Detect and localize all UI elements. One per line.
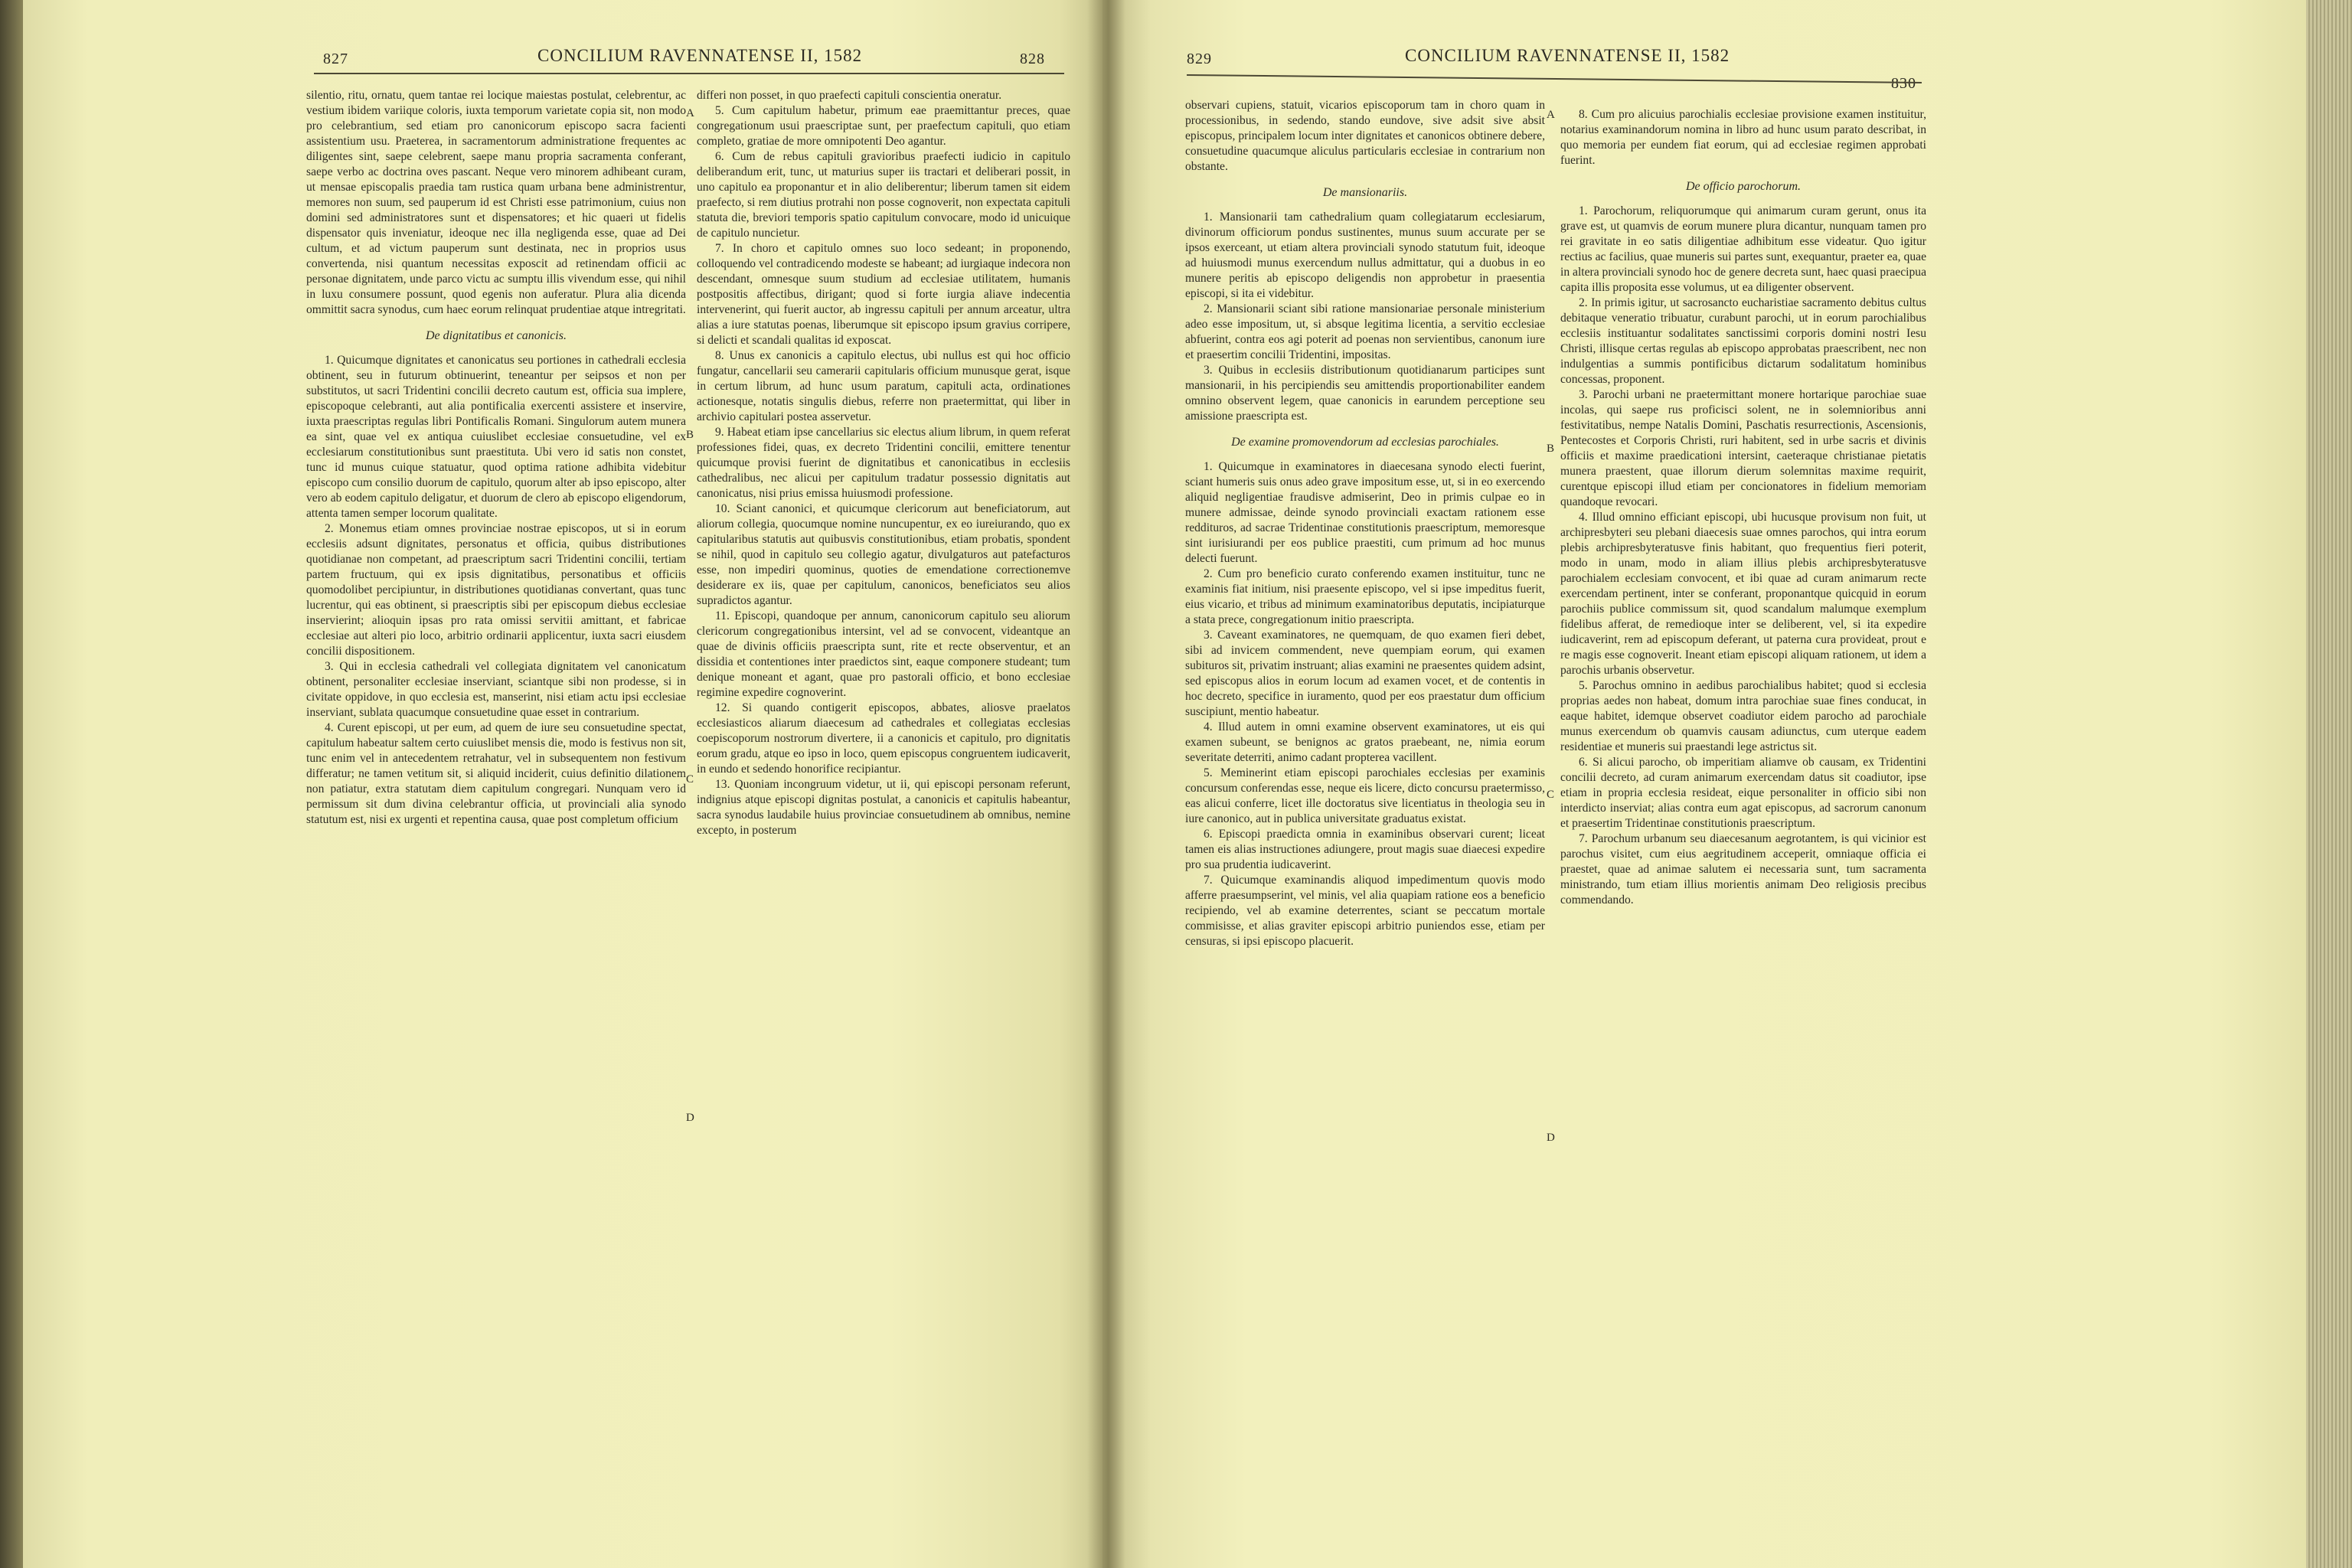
header-title: CONCILIUM RAVENNATENSE II, 1582 (1405, 46, 1730, 65)
paragraph: 5. Meminerint etiam episcopi parochiales ecclesias per examinis concursum conferendas esse, neque eis licere, dicto concursu praetermisso, eas alicui conferre, licet ille doctoratus sive licentiatus in theologia seu in iure canonico, aut in publica universitate graduatus existat. (1185, 766, 1545, 825)
paragraph: 3. Parochi urbani ne praetermittant monere hortarique parochiae suae incolas, qui saepe rus proficisci solent, ne in solemnioribus anni festivitatibus, nempe Natalis Domini, Paschatis resurrectionis, Ascensionis, Pentecostes et Corporis Christi, ruri habitent, sed in urbe sacris et divinis officiis et maxime praedicationi intersint, caeteraque christianae pietatis munera praestent, quae illorum dierum solemnitas maxime requirit, curentque episcopi illud etiam per concionatores in fidelium memoriam quandoque revocari. (1560, 388, 1926, 508)
margin-letter-b: B (686, 429, 694, 441)
paragraph: differi non posset, in quo praefecti capituli conscientia oneratur. (697, 89, 1002, 102)
paragraph: observari cupiens, statuit, vicarios episcoporum tam in choro quam in processionibus, in sedendo, stando eundove, sive adsit sive absit episcopus, principalem locum inter dignitates et canonicos obtinere debere, consuetudine quacumque aliculus particularis ecclesiae in contrarium non obstante. (1185, 99, 1545, 173)
header-title: CONCILIUM RAVENNATENSE II, 1582 (537, 46, 863, 65)
paragraph: 8. Cum pro alicuius parochialis ecclesiae provisione examen instituitur, notarius examinandorum nomina in libro ad hunc usum parato describat, in quo memoria per eundem fiat eorum, qui ad ecclesiae regimen approbati fuerint. (1560, 108, 1926, 167)
header-rule (1187, 74, 1922, 83)
paragraph: 7. In choro et capitulo omnes suo loco sedeant; in proponendo, colloquendo vel contradicendo modeste se habeant; ad iurgiaque indecora non descendant, omnesque suum studium ad ecclesiae utilitatem, humanis postpositis affectibus, dirigant; quod si forte iurgia aliave indecentia intervenerint, qui fuerit auctor, ab ingressu capituli per annum arceatur, ultra alias a iure statutas poenas, liberumque sit episcopo ipsum gravius corripere, si delicti et scandali qualitas id exposcat. (697, 242, 1070, 347)
paragraph: 2. In primis igitur, ut sacrosancto eucharistiae sacramento debitus cultus debitaque veneratio tribuatur, curabunt parochi, ut in eorum parochialibus ecclesiis instituantur sodalitates sanctissimi corporis domini nostri Iesu Christi, illisque certas regulas ab episcopo approbatas praescribent, nec non indulgentias a summis pontificibus dictarum sodalitatum hominibus concessas, proponent. (1560, 296, 1926, 386)
margin-letter-d: D (686, 1112, 694, 1124)
margin-letter-d: D (1547, 1132, 1555, 1144)
page-number-830: 830 (1891, 75, 1916, 92)
paragraph: 2. Cum pro beneficio curato conferendo examen instituitur, tunc ne examinis fiat initium, nisi praesente episcopo, vel si ipse impeditus fuerit, eius vicario, et tribus ad minimum examinatoribus deputatis, incipiaturque a stata prece, congregationum initio praescripta. (1185, 567, 1545, 626)
paragraph: silentio, ritu, ornatu, quem tantae rei locique maiestas postulat, celebrentur, ac vestium ibidem variique coloris, iuxta temporum varietate copia sit, non modo pro celebrantium, sed etiam pro canonicorum episcopo sacra facienti assistentium usu. Praeterea, in sacramentorum administratione frequentes ac diligentes sint, saepe celebrent, saepe manu propria sacramenta conferant, saepe verbo ac doctrina oves pascant. Neque vero minorem adhibeant curam, ut mensae episcopalis praedia tam rustica quam urbana bene administrentur, memores non suum, sed pauperum id est Christi esse patrimonium, cuius non domini sed administratores sunt et dispensatores; et hic quaeri ut fidelis dispensator quis inveniatur, ideoque nec illa negligenda esse, quae ad Dei cultum, et ad victum pauperum sunt destinata, nec in proprios usus convertenda, nisi quantum necessitas exposcit ad retinendam officii ac personae dignitatem, unde parco victu ac sumptu illis vivendum esse, qui nihil in luxu consumere possunt, quod egenis non auferatur. Plura alia dicenda ommittit sacra synodus, cum haec eorum relinquat prudentiae atque intregritati. (306, 89, 686, 316)
section-heading: De officio parochorum. (1685, 180, 1802, 193)
book-gutter (1087, 0, 1125, 1568)
book-edge-left (0, 0, 23, 1568)
section-heading: De examine promovendorum ad ecclesias parochiales. (1231, 436, 1499, 449)
margin-letter-c: C (1547, 789, 1555, 801)
paragraph: 6. Cum de rebus capituli gravioribus praefecti iudicio in capitulo deliberandum erit, tunc, ut maturius super iis tractari et deliberari possit, in uno capitulo ea proponantur et in alio deliberentur; liberum tamen sit eidem praefecto, si rem diutius protrahi non posse cognoverit, non expectata capituli statuta die, breviori temporis spatio capitulum convocare, modo id unicuique de capitulo nuncietur. (697, 150, 1070, 240)
paragraph: 1. Quicumque dignitates et canonicatus seu portiones in cathedrali ecclesia obtinent, seu in futurum obtinuerint, teneantur per seipsos et non per substitutos, ut sacri Tridentini concilii decreto cautum est, officia sua implere, episcopoque celebranti, aut alia pontificalia exercenti assistere et inservire, iuxta praescriptas regulas libri Pontificalis Romani. Singulorum autem munera ea sint, quae vel ex antiqua cuiuslibet ecclesiae consuetudine, vel ex ecclesiarum constitutionibus sunt praestituta. Ubi vero id satis non constet, tunc id munus cuique statuatur, quod optima ratione adhibita videbitur episcopo cum consilio duorum de capitulo, quorum alter ab ipso episcopo, alter vero ab eodem capitulo deligatur, et duorum de clero ab episcopo eligendorum, attenta tamen semper locorum qualitate. (306, 354, 686, 520)
paragraph: 10. Sciant canonici, et quicumque clericorum aut beneficiatorum, aut aliorum collegia, quocumque nomine nuncupentur, ex eo iureiurando, quo ex capitularibus statutis aut quibusvis constitutionibus, etiam probatis, spondent se nihil, quod in capitulo seu collegio agatur, divulgaturos aut patefacturos esse, non impediri quominus, quoties de emendatione correctionemve desiderare ex iis, quae per capitulum, canonicos, beneficiatos seu alios supradictos agantur. (697, 502, 1070, 607)
paragraph: 13. Quoniam incongruum videtur, ut ii, qui episcopi personam referunt, indignius atque episcopi dignitas postulat, a canonicis et capitulis habeantur, sacra synodus laudabile huius provinciae consuetudinem ab omnibus, nemine excepto, in posterum (697, 778, 1070, 837)
paragraph: 2. Monemus etiam omnes provinciae nostrae episcopos, ut si in eorum ecclesiis adsunt dignitates, personatus et officia, quibus distributiones quotidianae non competant, ad praescriptum sacri Tridentini concilii, tertiam partem fructuum, qui ex ipsis dignitatibus, personatibus et officiis quomodolibet percipiuntur, in distributiones quotidianas convertant, quas tunc lucrentur, qui eas obtinent, si praescriptis sibi per episcopum diebus ecclesiae inservierint; alioquin ipsas pro rata omissi servitii amittant, et fabricae ecclesiae aut alteri pio loco, arbitrio ordinarii applicentur, iuxta sacri eiusdem concilii dispositionem. (306, 522, 686, 658)
left-page-column-2 (697, 88, 1070, 838)
margin-letter-a: A (1547, 109, 1555, 121)
paragraph: 7. Quicumque examinandis aliquod impedimentum quovis modo afferre praesumpserint, vel minis, vel alia quapiam ratione eos a beneficio recipiendo, vel ab examine deterrentes, sciant se peccatum mortale commisisse, et alias graviter episcopi arbitrio puniendos esse, etiam per censuras, si ipsi episcopo placuerit. (1185, 874, 1545, 948)
paragraph: 5. Parochus omnino in aedibus parochialibus habitet; quod si ecclesia proprias aedes non habeat, domum intra parochiae suae fines conducat, in eaque habitet, idemque observet coadiutor eidem parocho ad parochiale munus exercendum ob quamvis causam adiunctus, cum uterque eadem residentiae et muneris sui praestandi lege astrictus sit. (1560, 679, 1926, 753)
paragraph: 12. Si quando contigerit episcopos, abbates, aliosve praelatos ecclesiasticos aliarum diaecesum ad cathedrales et collegiatas ecclesias coepiscoporum nostrorum divertere, ii a canonicis et capitulo, pro dignitatis eorum gradu, atque eo ipso in loco, quem episcopus congruentem iudicaverit, in eundo et sedendo honorifice recipiantur. (697, 701, 1070, 776)
page-number-828: 828 (1020, 51, 1045, 67)
left-page-column-1 (306, 88, 686, 828)
right-page-column-2 (1560, 107, 1926, 908)
paragraph: 6. Si alicui parocho, ob imperitiam aliamve ob causam, ex Tridentini concilii decreto, ad curam animarum exercendam datus sit coadiutor, ipse etiam in propria ecclesia resideat, eique personaliter in officio sibi non interdicto inserviat; alias contra eum agat episcopus, ad sacrorum canonum et praesertim Tridentinae constitutionis praescriptum. (1560, 756, 1926, 830)
paragraph: 8. Unus ex canonicis a capitulo electus, ubi nullus est qui hoc officio fungatur, cancellarii seu camerarii capitularis officium munusque gerat, isque in certum librum, ad hunc usum paratum, capituli acta, ordinationes actionesque, notatis singulis diebus, referre non praetermittat, qui liber in archivio capitulari postea asservetur. (697, 349, 1070, 423)
paragraph: 3. Caveant examinatores, ne quemquam, de quo examen fieri debet, sibi ad invicem commendent, neve quempiam eorum, qui examen subituros sit, privatim instruant; alias examini ne praesentes quidem adsint, sed episcopus alios in eorum locum ad examen vocet, et de contentis in hoc decreto, specifice in iuramento, quod per eos praestatur dum officium suscipiunt, mentio habeatur. (1185, 629, 1545, 718)
margin-letter-a: A (686, 107, 694, 119)
page-number-829: 829 (1187, 51, 1212, 67)
paragraph: 5. Cum capitulum habetur, primum eae praemittantur preces, quae congregationum usui praescriptae sunt, per praefectum capituli, quo etiam completo, gratiae de more omnipotenti Deo agantur. (697, 104, 1070, 148)
paragraph: 3. Qui in ecclesia cathedrali vel collegiata dignitatem vel canonicatum obtinent, personaliter ecclesiae inserviant, sciantque sibi non prodesse, si in civitate oppidove, in quo ecclesia est, manserint, nisi etiam actu ipsi ecclesiae inserviant, sublata quacumque consuetudine quae esset in contrarium. (306, 660, 686, 719)
margin-letter-b: B (1547, 443, 1555, 455)
paragraph: 7. Parochum urbanum seu diaecesanum aegrotantem, is qui vicinior est parochus visitet, cum eius aegritudinem acceperit, omniaque officia ei praestet, quae ad animae salutem ei necessaria sunt, tum sacramenta ministrando, tum etiam illius morientis animam Deo religiosis precibus commendando. (1560, 832, 1926, 906)
right-page-column-1 (1185, 98, 1545, 949)
paragraph: 1. Parochorum, reliquorumque qui animarum curam gerunt, onus ita grave est, ut quamvis de eorum munere plura dicantur, nunquam tamen pro rei gravitate in eo satis diligentiae adhibitum esse videatur. Quo igitur rectius ac facilius, quae muneris sui partes sunt, exequantur, praeter ea, quae in altera provinciali synodo hoc de genere decreta sunt, haec quasi praecipua capita illis proposita esse volumus, ut ea diligenter observent. (1560, 204, 1927, 294)
paragraph: 1. Quicumque in examinatores in diaecesana synodo electi fuerint, sciant humeris suis onus adeo grave impositum esse, ut, si in eo exercendo aliquid negligentiae fraudisve admiserint, Deo in primis culpae eo in munere admissae, deinde synodo provinciali exactam rationem esse reddituros, ad sacrae Tridentinae constitutionis praescriptum, memoresque sint iurisiurandi per eos publice praestiti, cum primum ad hoc munus delecti fuerunt. (1185, 460, 1545, 565)
paragraph: 1. Mansionarii tam cathedralium quam collegiatarum ecclesiarum, divinorum officiorum pondus sustinentes, munus suum accurate per se ipsos exerceant, ut etiam altera provinciali synodo statutum fuit, ideoque ad huiusmodi munus exercendum nullus admittatur, qui a duobus in eo munere peritis ab episcopo deligendis non approbetur in praesentia episcopi, si ita ei videbitur. (1185, 211, 1545, 300)
paragraph: 4. Illud autem in omni examine observent examinatores, ut eis qui examen subeunt, se benignos ac gratos praebeant, ne, nimia eorum severitate deterriti, animo cadant propterea vacillent. (1185, 720, 1545, 764)
header-rule (314, 73, 1064, 74)
paragraph: 4. Illud omnino efficiant episcopi, ubi hucusque provisum non fuit, ut archipresbyteri seu plebani diaecesis suae omnes parochos, qui intra eorum plebis archipresbyteratusve finis habitant, quo frequentius fieri poterit, modo in unam, modo in aliam illius plebis archipresbyteratusve parochialem ecclesiam convocent, et ibi quae ad curam animarum recte exercendam pertinent, inter se conferant, proponantque quicquid in eorum parochiis publice commissum sit, quod scandalum malumque exemplum fidelibus afferat, de remedioque inter se deliberent, vel, si ita expedire iudicaverint, rem ad episcopum deferant, ut paterna cura provideat, prout e re magis esse cognoverit. Ineant etiam episcopi aliquam rationem, ut idem a parochis urbanis observetur. (1560, 511, 1926, 677)
book-edge-right (2306, 0, 2352, 1568)
paragraph: 3. Quibus in ecclesiis distributionum quotidianarum participes sunt mansionarii, in his percipiendis seu amittendis proportionabiliter eandem omnino observent legem, quae canonicis in earundem perceptione seu amissione praescripta est. (1185, 364, 1545, 423)
right-page (1102, 0, 2306, 1568)
paragraph: 9. Habeat etiam ipse cancellarius sic electus alium librum, in quem referat professiones fidei, quas, ex decreto Tridentini concilii, emittere tenentur quicumque provisi fuerint de dignitatibus et canonicatibus in ecclesiis cathedralibus, nec alicui per capitulum tradatur possessio dignitatis aut canonicatus, nisi prius emissa huiusmodi professione. (697, 426, 1070, 500)
page-number-827: 827 (323, 51, 348, 67)
margin-letter-c: C (686, 773, 694, 786)
paragraph: 6. Episcopi praedicta omnia in examinibus observari curent; liceat tamen eis alias instructiones adiungere, prout magis suae diaecesi expedire pro sua prudentia iudicaverint. (1185, 828, 1545, 871)
paragraph: 2. Mansionarii sciant sibi ratione mansionariae personale ministerium adeo esse impositum, ut, si absque legitima licentia, a servitio ecclesiae abfuerint, contra eos agi poterit ad poenas non servientibus, canonum iure et praesertim concilii Tridentini, impositas. (1185, 302, 1545, 361)
paragraph: 4. Curent episcopi, ut per eum, ad quem de iure seu consuetudine spectat, capitulum habeatur saltem certo cuiuslibet mensis die, modo is festivus non sit, tunc enim vel in antecedentem retrahatur, vel in subsequentem non festivum differatur; ne tamen vetitum sit, si aliquid inciderit, cuius definitio dilationem non patiatur, extra statutam diem capitulum congregari. Nunquam vero id permissum sit dum divina celebrantur officia, ut provinciali alia synodo statutum est, nisi ex urgenti et repentina causa, quae post completum officium (306, 721, 686, 826)
paragraph: 11. Episcopi, quandoque per annum, canonicorum capitulo seu aliorum clericorum congregationibus intersint, vel ad se convocent, videantque an quae de divinis officiis praescripta sunt, rite et recte observentur, et an dissidia et contentiones inter praedictos sint, eaque componere studeant; tum denique moneant et agant, quae pro pastorali officio, et bono ecclesiae regimine expedire cognoverint. (697, 609, 1070, 699)
section-heading: De dignitatibus et canonicis. (426, 329, 567, 342)
section-heading: De mansionariis. (1322, 186, 1408, 199)
left-page (23, 0, 1102, 1568)
